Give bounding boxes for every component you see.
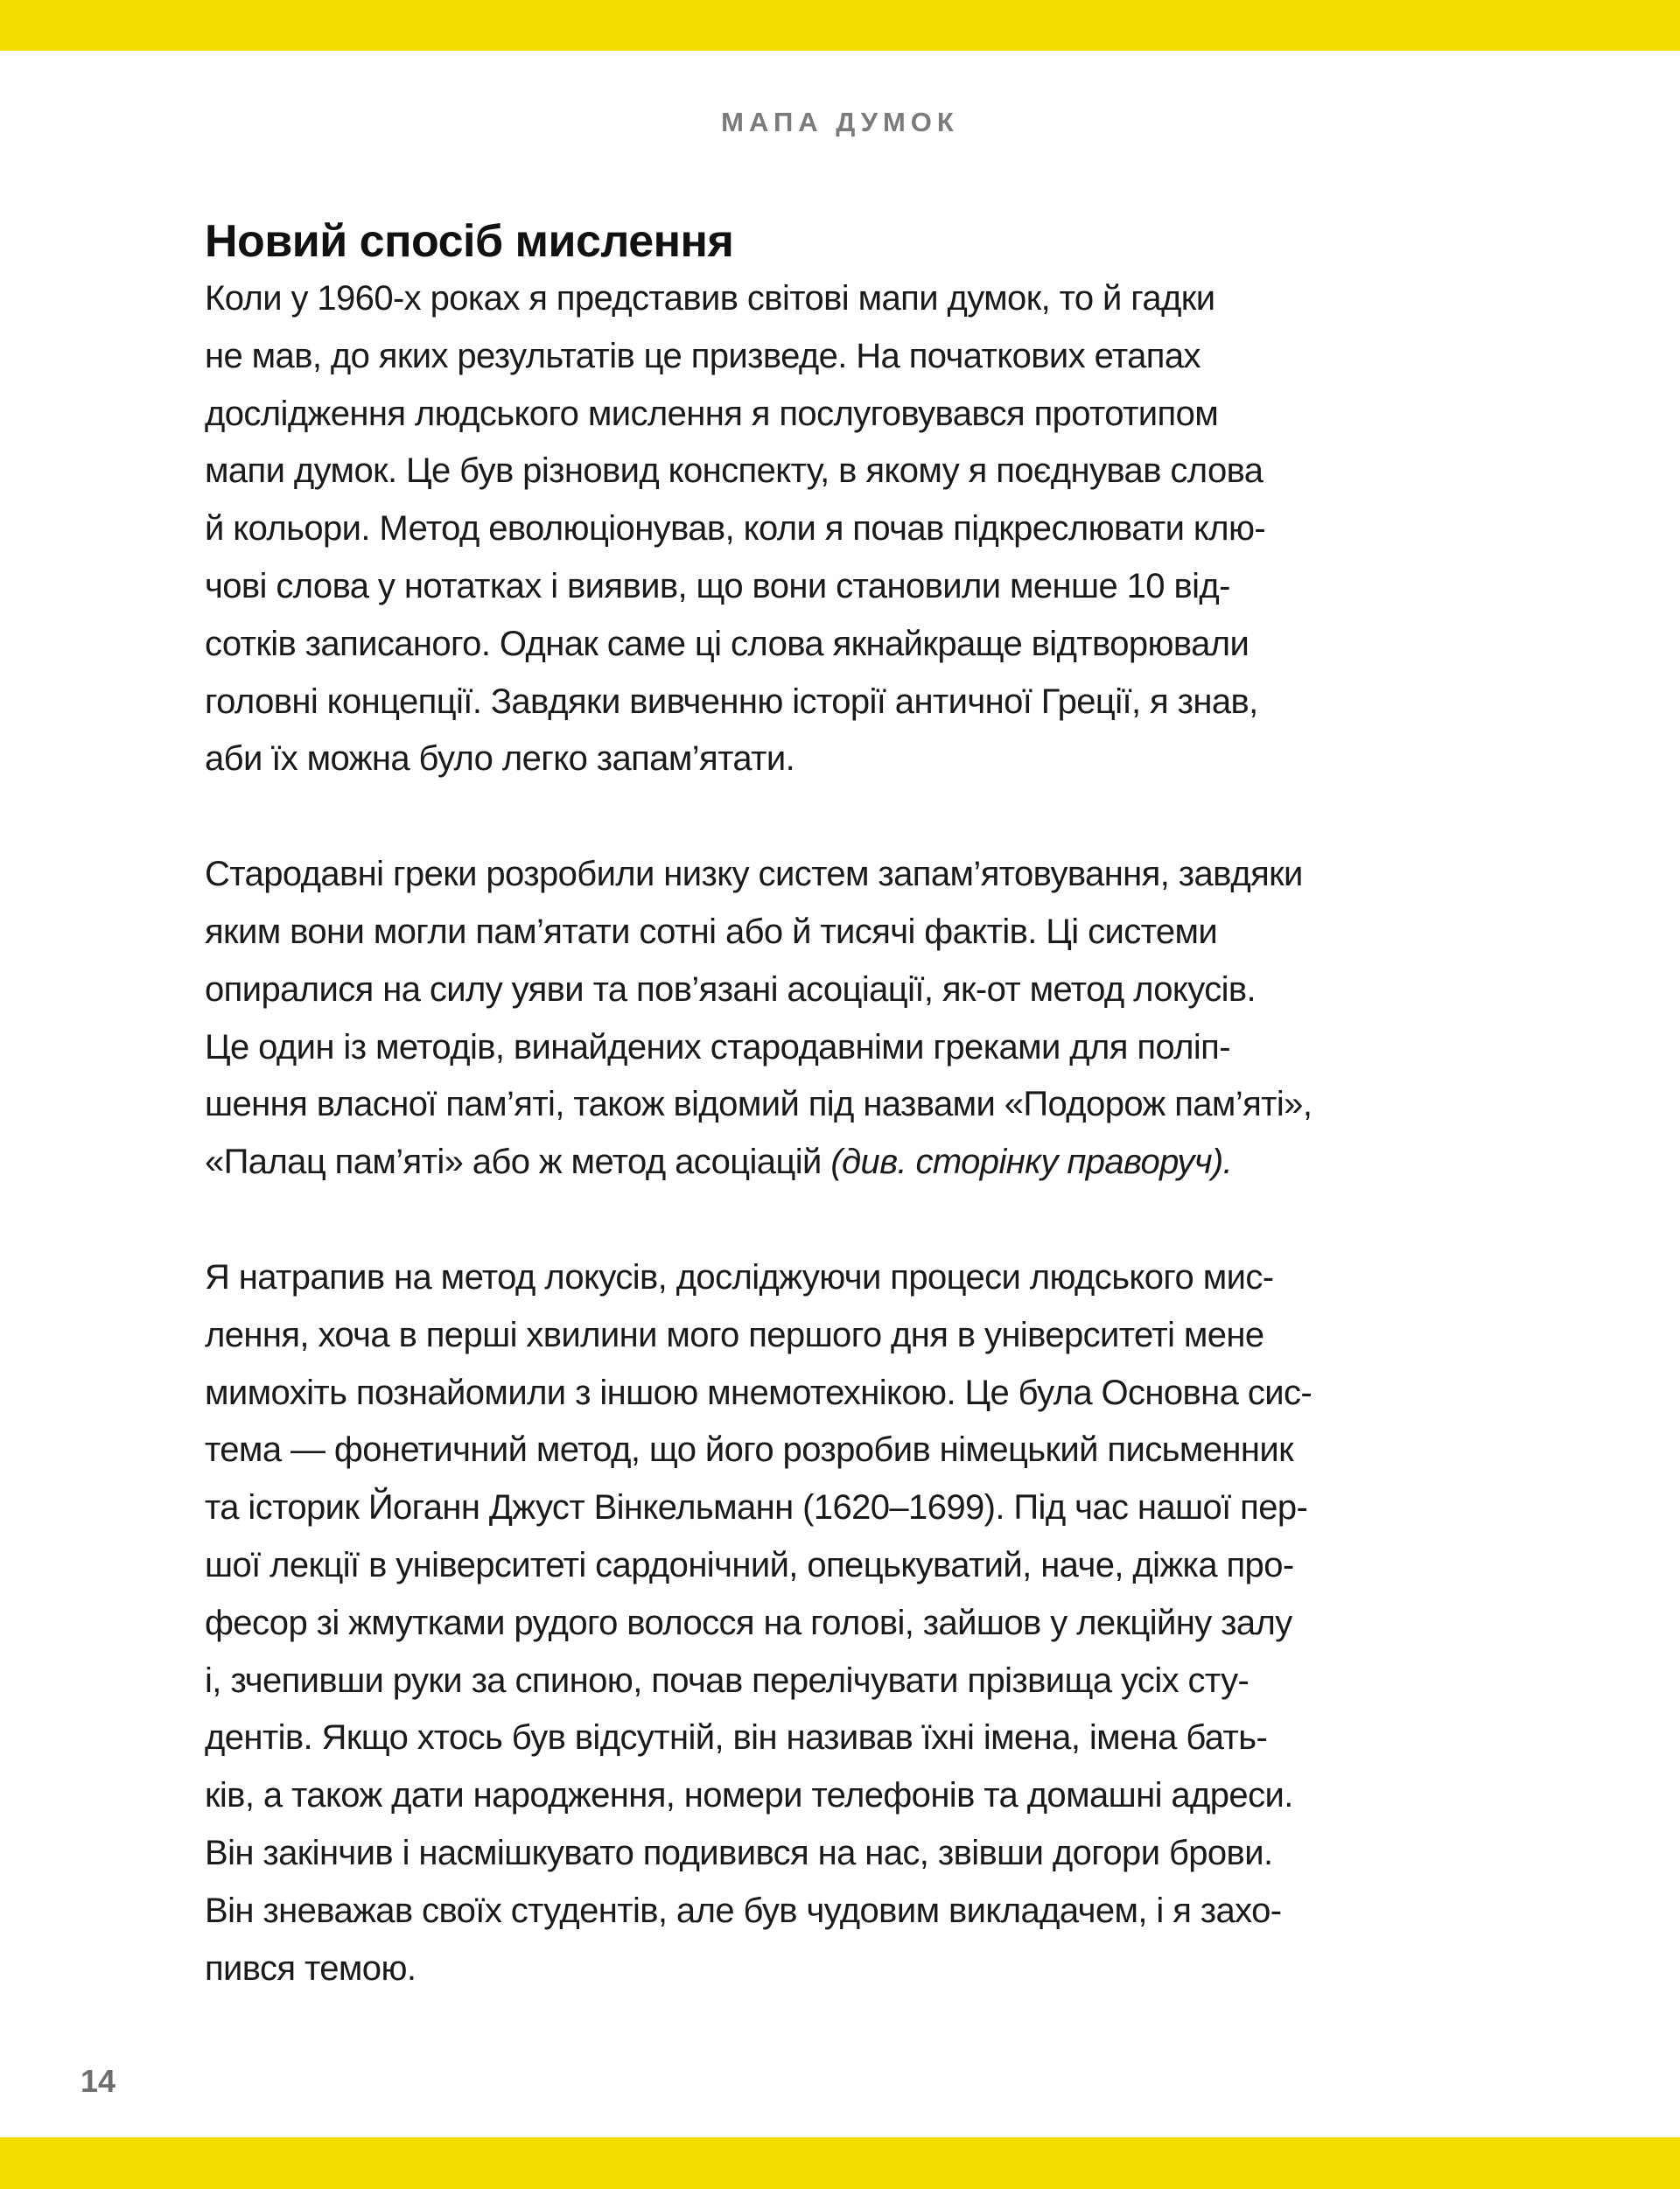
text-line bbox=[205, 1767, 1517, 1825]
bottom-color-band bbox=[0, 2137, 1680, 2189]
text-line bbox=[205, 1249, 1517, 1307]
line-text: Коли у 1960-х роках я представив світові мапи думок, то й гадки bbox=[205, 279, 1215, 318]
line-text: аби їх можна було легко запам’ятати. bbox=[205, 739, 795, 779]
line-text: шої лекції в університеті сардонічний, опецькуватий, наче, діжка про- bbox=[205, 1545, 1294, 1584]
text-line bbox=[205, 904, 1517, 962]
text-line bbox=[205, 1479, 1517, 1537]
line-text: Він зневажав своїх студентів, але був чудовим викладачем, і я захо- bbox=[205, 1891, 1282, 1930]
text-line bbox=[205, 731, 1517, 788]
text-line bbox=[205, 1422, 1517, 1479]
text-line bbox=[205, 1019, 1517, 1077]
line-text: тема — фонетичний метод, що його розробив німецький письменник bbox=[205, 1430, 1294, 1470]
top-color-band bbox=[0, 0, 1680, 51]
line-text: Я натрапив на метод локусів, досліджуючи процеси людського мис- bbox=[205, 1257, 1274, 1297]
text-line bbox=[205, 1653, 1517, 1710]
line-text: яким вони могли пам’ятати сотні або й тисячі фактів. Ці системи bbox=[205, 912, 1218, 951]
text-line bbox=[205, 1825, 1517, 1883]
text-line bbox=[205, 1307, 1517, 1365]
text-line bbox=[205, 1595, 1517, 1653]
line-text: лення, хоча в перші хвилини мого першого дня в університеті мене bbox=[205, 1315, 1264, 1354]
text-line bbox=[205, 1883, 1517, 1941]
paragraph bbox=[205, 846, 1517, 1192]
line-text: сотків записаного. Однак саме ці слова якнайкраще відтворювали bbox=[205, 624, 1250, 663]
paragraph bbox=[205, 270, 1517, 788]
page-number: 14 bbox=[80, 2063, 116, 2099]
line-text: «Палац пам’яті» або ж метод асоціацій bbox=[205, 1143, 822, 1182]
line-text: чові слова у нотатках і виявив, що вони становили менше 10 від- bbox=[205, 566, 1230, 605]
line-text: Це один із методів, винайдених стародавніми греками для поліп- bbox=[205, 1027, 1230, 1067]
line-text: та історик Йоганн Джуст Вінкельманн (1620–1699). Під час нашої пер- bbox=[205, 1488, 1308, 1528]
running-head: МАПА ДУМОК bbox=[721, 107, 959, 137]
line-text: фесор зі жмутками рудого волосся на голові, зайшов у лекційну залу bbox=[205, 1603, 1292, 1642]
text-line bbox=[205, 1365, 1517, 1423]
line-text: шення власної пам’яті, також відомий під назвами «Подорож пам’яті», bbox=[205, 1085, 1312, 1124]
section-title: Новий спосіб мислення bbox=[205, 216, 734, 267]
text-line bbox=[205, 962, 1517, 1019]
text-line bbox=[205, 443, 1517, 500]
text-line bbox=[205, 674, 1517, 731]
line-text: головні концепції. Завдяки вивченню історії античної Греції, я знав, bbox=[205, 682, 1258, 721]
text-line bbox=[205, 1134, 1517, 1192]
line-text: й кольори. Метод еволюціонував, коли я почав підкреслювати клю- bbox=[205, 509, 1266, 549]
page-content bbox=[205, 213, 1517, 2055]
text-line bbox=[205, 1537, 1517, 1595]
text-line bbox=[205, 328, 1517, 386]
line-text: пився темою. bbox=[205, 1948, 416, 1988]
text-line bbox=[205, 1941, 1517, 1998]
page-reference: (див. сторінку праворуч). bbox=[830, 1143, 1233, 1182]
text-line bbox=[205, 500, 1517, 558]
line-text: мимохіть познайомили з іншою мнемотехнікою. Це була Основна сис- bbox=[205, 1373, 1312, 1412]
text-line bbox=[205, 1076, 1517, 1134]
line-text: дослідження людського мислення я послуговувався прототипом bbox=[205, 394, 1219, 433]
line-text: мапи думок. Це був різновид конспекту, в якому я поєднував слова bbox=[205, 451, 1264, 491]
text-line bbox=[205, 386, 1517, 444]
line-text: Стародавні греки розробили низку систем запам’ятовування, завдяки bbox=[205, 855, 1303, 894]
line-text: дентів. Якщо хтось був відсутній, він називав їхні імена, імена бать- bbox=[205, 1718, 1268, 1758]
line-text: Він закінчив і насмішкувато подивився на нас, звівши догори брови. bbox=[205, 1833, 1273, 1872]
text-line bbox=[205, 846, 1517, 904]
line-text: ків, а також дати народження, номери телефонів та домашні адреси. bbox=[205, 1776, 1293, 1815]
line-text: і, зчепивши руки за спиною, почав перелічувати прізвища усіх сту- bbox=[205, 1661, 1250, 1700]
text-line bbox=[205, 270, 1517, 328]
text-line bbox=[205, 558, 1517, 616]
paragraph bbox=[205, 1249, 1517, 1997]
line-text: опиралися на силу уяви та пов’язані асоціації, як-от метод локусів. bbox=[205, 969, 1256, 1009]
line-text: не мав, до яких результатів це призведе. На початкових етапах bbox=[205, 336, 1200, 375]
text-line bbox=[205, 616, 1517, 674]
text-line bbox=[205, 1710, 1517, 1767]
